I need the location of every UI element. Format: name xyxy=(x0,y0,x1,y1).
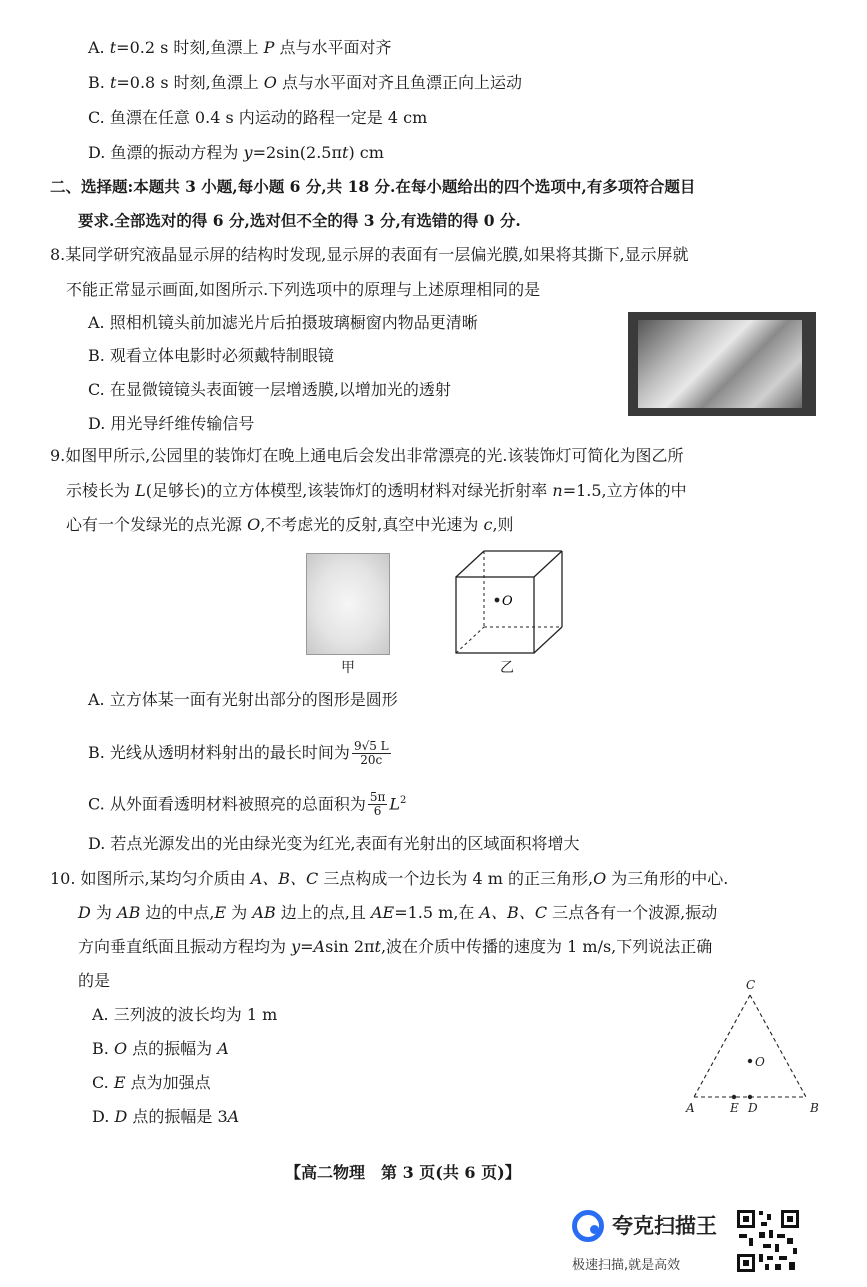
q8-option-c: C. 在显微镜镜头表面镀一层增透膜,以增加光的透射 xyxy=(88,380,451,399)
q8-option-b: B. 观看立体电影时必须戴特制眼镜 xyxy=(88,346,334,365)
section-heading-line-1: 二、选择题:本题共 3 小题,每小题 6 分,共 18 分.在每小题给出的四个选项中,有多项符合题目 xyxy=(50,177,696,196)
q7-option-b: B. t=0.8 s 时刻,鱼漂上 O 点与水平面对齐且鱼漂正向上运动 xyxy=(88,73,523,92)
q8-screen-photo xyxy=(628,312,816,416)
q10-stem-line-1: 10. 如图所示,某均匀介质由 A、B、C 三点构成一个边长为 4 m 的正三角形,O 为三角形的中心. xyxy=(50,869,729,888)
brand-name: 夸克扫描王 xyxy=(612,1214,717,1238)
label-o: O xyxy=(502,594,513,609)
q10-option-c: C. E 点为加强点 xyxy=(92,1073,211,1092)
q10-option-b: B. O 点的振幅为 A xyxy=(92,1039,229,1058)
point-o xyxy=(748,1059,752,1063)
q10-stem-line-4: 的是 xyxy=(78,971,111,990)
quark-logo-icon xyxy=(572,1210,604,1242)
point-d xyxy=(748,1095,752,1099)
q9-stem-line-2: 示棱长为 L(足够长)的立方体模型,该装饰灯的透明材料对绿光折射率 n=1.5,立方体的中 xyxy=(66,481,687,500)
label-a: A xyxy=(686,1101,695,1115)
brand-slogan: 极速扫描,就是高效 xyxy=(572,1258,681,1273)
cube-diagram xyxy=(450,545,568,657)
qr-code-icon xyxy=(735,1208,801,1274)
q7-option-c: C. 鱼漂在任意 0.4 s 内运动的路程一定是 4 cm xyxy=(88,108,428,127)
q10-stem-line-2: D 为 AB 边的中点,E 为 AB 边上的点,且 AE=1.5 m,在 A、B、C 三点各有一个波源,振动 xyxy=(78,903,718,922)
q9-option-b: B. 光线从透明材料射出的最长时间为 $\frac{9√5 L}{20c}$ xyxy=(88,739,389,767)
triangle-diagram xyxy=(680,975,830,1120)
section-heading-line-2: 要求.全部选对的得 6 分,选对但不全的得 3 分,有选错的得 0 分. xyxy=(78,211,521,230)
point-source-dot xyxy=(495,598,500,603)
label-d: D xyxy=(748,1101,758,1115)
caption-yi: 乙 xyxy=(500,660,514,676)
fraction: $\frac{5\pi}{6}$ xyxy=(369,790,386,819)
q7-option-a: A. t=0.2 s 时刻,鱼漂上 P 点与水平面对齐 xyxy=(88,38,392,57)
point-e xyxy=(732,1095,736,1099)
page-footer: 【高二物理 第 3 页(共 6 页)】 xyxy=(285,1163,521,1182)
q8-option-d: D. 用光导纤维传输信号 xyxy=(88,414,255,433)
fraction: $\frac{9√5 L}{20c}$ xyxy=(353,739,389,767)
q8-option-a: A. 照相机镜头前加滤光片后拍摄玻璃橱窗内物品更清晰 xyxy=(88,313,478,332)
q9-stem-line-3: 心有一个发绿光的点光源 O,不考虑光的反射,真空中光速为 c,则 xyxy=(66,515,514,534)
q9-option-c: C. 从外面看透明材料被照亮的总面积为 $\frac{5\pi}{6}$ $L^2$ xyxy=(88,790,407,819)
q9-lamp-photo xyxy=(306,553,390,655)
label-o: O xyxy=(755,1055,765,1069)
q10-stem-line-3: 方向垂直纸面且振动方程均为 y=Asin 2πt,波在介质中传播的速度为 1 m/s,下列说法正确 xyxy=(78,937,713,956)
cube-front-face xyxy=(456,577,534,653)
quark-logo-dot xyxy=(590,1225,599,1234)
screen-image xyxy=(638,320,802,408)
q9-option-d: D. 若点光源发出的光由绿光变为红光,表面有光射出的区域面积将增大 xyxy=(88,834,580,853)
q8-stem-line-2: 不能正常显示画面,如图所示.下列选项中的原理与上述原理相同的是 xyxy=(66,280,541,299)
caption-jia: 甲 xyxy=(341,660,355,676)
q10-option-d: D. D 点的振幅是 3A xyxy=(92,1107,240,1126)
q8-stem-line-1: 8.某同学研究液晶显示屏的结构时发现,显示屏的表面有一层偏光膜,如果将其撕下,显示屏就 xyxy=(50,245,689,264)
label-c: C xyxy=(746,978,756,992)
q9-option-a: A. 立方体某一面有光射出部分的图形是圆形 xyxy=(88,690,398,709)
label-e: E xyxy=(730,1101,739,1115)
q7-option-d: D. 鱼漂的振动方程为 y=2sin(2.5πt) cm xyxy=(88,143,384,162)
label-b: B xyxy=(810,1101,819,1115)
q9-stem-line-1: 9.如图甲所示,公园里的装饰灯在晚上通电后会发出非常漂亮的光.该装饰灯可简化为图乙所 xyxy=(50,446,684,465)
q10-option-a: A. 三列波的波长均为 1 m xyxy=(92,1005,278,1024)
